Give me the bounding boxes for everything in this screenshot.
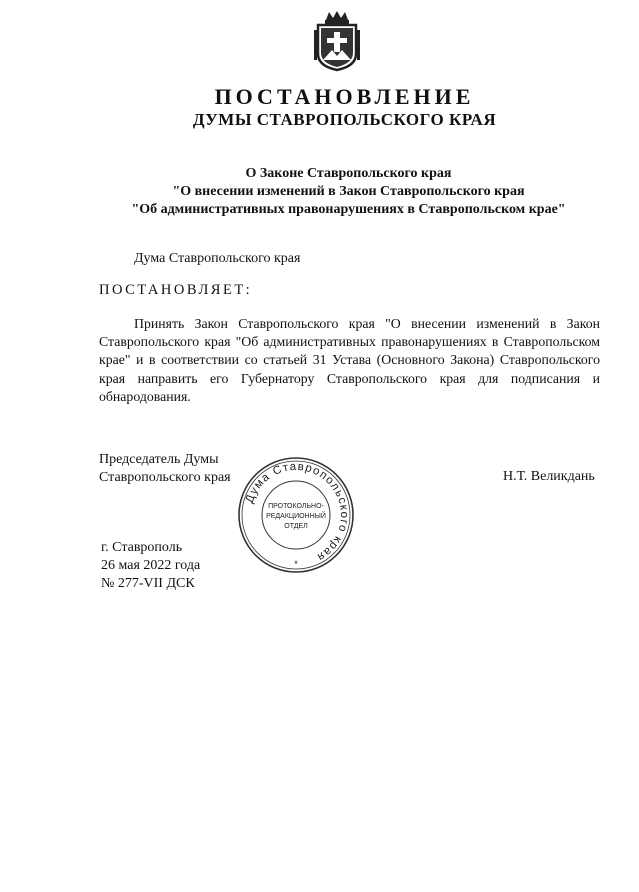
stamp-center-line: ОТДЕЛ xyxy=(284,523,308,530)
document-subtitle: ДУМЫ СТАВРОПОЛЬСКОГО КРАЯ xyxy=(192,110,497,129)
date: 26 мая 2022 года xyxy=(101,558,201,573)
coat-of-arms-icon xyxy=(312,10,362,72)
place-date-block xyxy=(101,539,200,593)
signer-title-line: Ставропольского края xyxy=(99,470,231,485)
stamp-center-line: РЕДАКЦИОННЫЙ xyxy=(266,513,326,520)
decree-body: Принять Закон Ставропольского края "О внесении изменений в Закон Ставропольского края "Об административных правонарушениях в Ставропольском крае" и в соответствии со статьей 31 Устава (Основного Закона) Ставропольского края направить его Губернатору Ставропольского края для подписания и обнародования. xyxy=(99,316,600,404)
stamp-star-icon: * xyxy=(294,559,298,569)
stamp-ring-text: Дума Ставропольского края xyxy=(243,460,351,564)
place: г. Ставрополь xyxy=(101,540,183,555)
decree-word: ПОСТАНОВЛЯЕТ: xyxy=(99,282,253,298)
subject-line: О Законе Ставропольского края xyxy=(245,166,452,181)
document-title: ПОСТАНОВЛЕНИЕ xyxy=(214,84,475,109)
signer-title xyxy=(99,451,231,487)
document-subject xyxy=(0,165,639,219)
stamp-center-line: ПРОТОКОЛЬНО- xyxy=(268,503,324,510)
official-stamp xyxy=(236,455,356,575)
signer-title-line: Председатель Думы xyxy=(99,452,219,467)
document-number: № 277-VII ДСК xyxy=(101,576,195,591)
subject-line: "Об административных правонарушениях в Ставропольском крае" xyxy=(131,202,566,217)
subject-line: "О внесении изменений в Закон Ставропольского края xyxy=(172,184,525,199)
organization-name: Дума Ставропольского края xyxy=(134,251,301,266)
signer-name: Н.Т. Великдань xyxy=(503,469,595,484)
